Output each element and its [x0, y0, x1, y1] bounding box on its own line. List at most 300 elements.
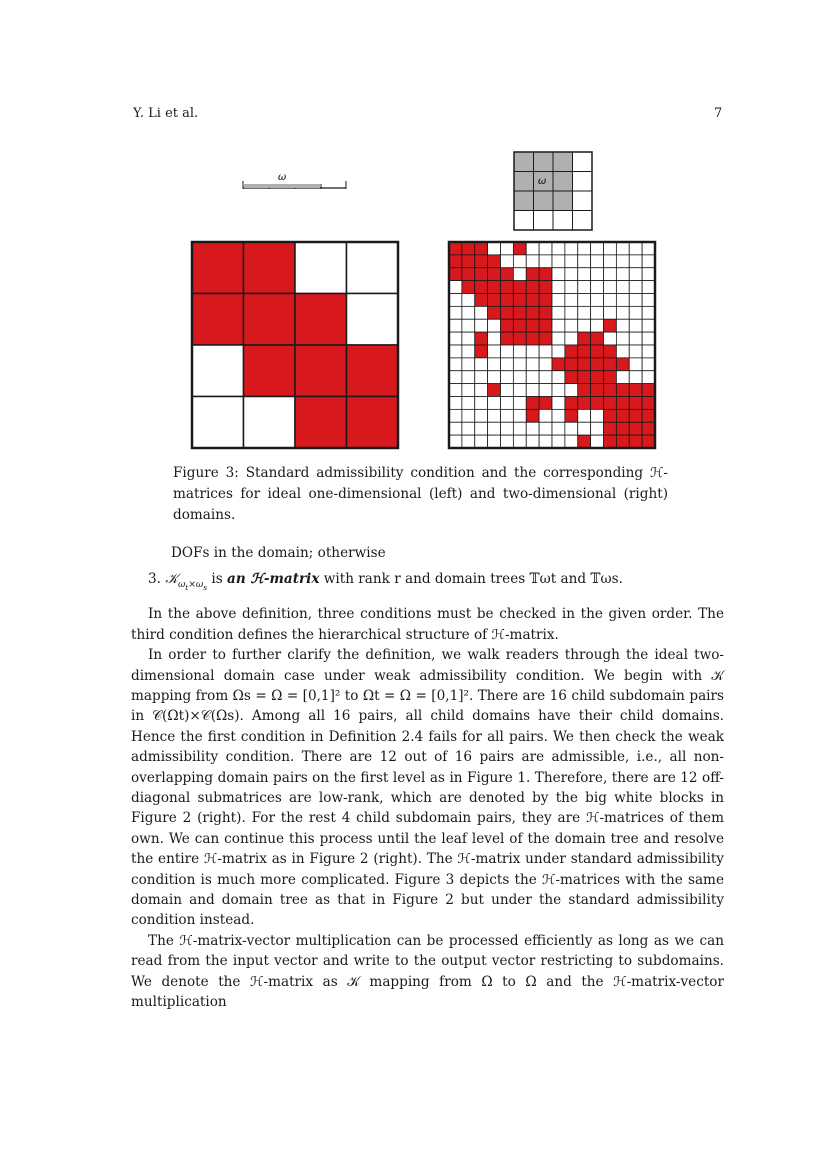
low-rank-block: [591, 319, 604, 332]
low-rank-block: [642, 255, 655, 268]
dense-block: [488, 268, 501, 281]
continuation-line: DOFs in the domain; otherwise: [171, 545, 386, 561]
dense-block: [501, 294, 514, 307]
low-rank-block: [578, 294, 591, 307]
low-rank-block: [629, 358, 642, 371]
dense-block: [604, 358, 617, 371]
low-rank-block: [475, 358, 488, 371]
dense-block: [604, 371, 617, 384]
page-number: 7: [714, 106, 723, 121]
left-h-matrix: [192, 242, 398, 448]
low-rank-block: [192, 397, 244, 449]
low-rank-block: [488, 345, 501, 358]
dense-block: [449, 255, 462, 268]
low-rank-block: [449, 384, 462, 397]
low-rank-block: [462, 409, 475, 422]
dense-block: [244, 345, 296, 397]
low-rank-block: [552, 255, 565, 268]
low-rank-block: [488, 319, 501, 332]
low-rank-block: [565, 255, 578, 268]
dense-block: [513, 306, 526, 319]
low-rank-block: [604, 255, 617, 268]
dense-block: [244, 294, 296, 346]
low-rank-block: [501, 371, 514, 384]
low-rank-block: [552, 397, 565, 410]
low-rank-block: [616, 268, 629, 281]
low-rank-block: [462, 397, 475, 410]
dense-block: [616, 397, 629, 410]
low-rank-block: [539, 255, 552, 268]
dense-block: [514, 191, 534, 211]
low-rank-block: [513, 255, 526, 268]
low-rank-block: [449, 397, 462, 410]
dense-block: [475, 332, 488, 345]
dense-block: [578, 345, 591, 358]
low-rank-block: [501, 242, 514, 255]
low-rank-block: [578, 242, 591, 255]
low-rank-block: [616, 255, 629, 268]
low-rank-block: [526, 371, 539, 384]
low-rank-block: [488, 358, 501, 371]
item-rest: with rank r and domain trees 𝕋ωt and 𝕋ωs.: [319, 571, 623, 588]
dense-block: [553, 172, 573, 192]
dense-block: [565, 358, 578, 371]
low-rank-block: [462, 435, 475, 448]
dense-block: [488, 255, 501, 268]
low-rank-block: [565, 242, 578, 255]
low-rank-block: [565, 332, 578, 345]
dense-block: [565, 397, 578, 410]
low-rank-block: [591, 294, 604, 307]
low-rank-block: [244, 397, 296, 449]
low-rank-block: [501, 409, 514, 422]
dense-block: [642, 384, 655, 397]
low-rank-block: [449, 409, 462, 422]
low-rank-block: [642, 294, 655, 307]
dense-block: [513, 294, 526, 307]
low-rank-block: [565, 422, 578, 435]
low-rank-block: [526, 255, 539, 268]
dense-block: [513, 281, 526, 294]
low-rank-block: [526, 435, 539, 448]
dense-block: [552, 358, 565, 371]
dense-block: [539, 332, 552, 345]
figure-caption: Figure 3: Standard admissibility condition and the corresponding ℋ-matrices for ideal one-dimensional (left) and two-dimensional (right) domains.: [173, 465, 668, 523]
dense-block: [553, 152, 573, 172]
dense-block: [604, 422, 617, 435]
low-rank-block: [539, 422, 552, 435]
dense-block: [462, 268, 475, 281]
low-rank-block: [449, 294, 462, 307]
low-rank-block: [526, 345, 539, 358]
low-rank-block: [501, 435, 514, 448]
low-rank-block: [616, 345, 629, 358]
dense-block: [578, 384, 591, 397]
dense-block: [629, 397, 642, 410]
dense-block: [591, 371, 604, 384]
low-rank-block: [488, 422, 501, 435]
low-rank-block: [616, 281, 629, 294]
dense-block: [591, 397, 604, 410]
dense-block: [475, 281, 488, 294]
low-rank-block: [534, 211, 554, 231]
low-rank-block: [513, 435, 526, 448]
low-rank-block: [513, 422, 526, 435]
low-rank-block: [642, 332, 655, 345]
low-rank-block: [513, 409, 526, 422]
low-rank-block: [552, 384, 565, 397]
low-rank-block: [629, 306, 642, 319]
low-rank-block: [629, 281, 642, 294]
low-rank-block: [526, 358, 539, 371]
dense-block: [565, 409, 578, 422]
low-rank-block: [629, 319, 642, 332]
dense-block: [462, 255, 475, 268]
dense-block: [534, 191, 554, 211]
low-rank-block: [642, 242, 655, 255]
list-item-3: 3. 𝒦$_{\omega_t\times\omega_s}$ is an ℋ-matrix with rank r and domain trees 𝕋ωt and 𝕋ωs.: [148, 571, 623, 592]
low-rank-block: [552, 242, 565, 255]
dense-block: [501, 268, 514, 281]
low-rank-block: [539, 242, 552, 255]
item-emphasis: an ℋ-matrix: [227, 571, 320, 588]
low-rank-block: [462, 384, 475, 397]
low-rank-block: [501, 255, 514, 268]
low-rank-block: [552, 332, 565, 345]
low-rank-block: [553, 211, 573, 231]
dense-block: [347, 397, 399, 449]
low-rank-block: [488, 397, 501, 410]
dense-block: [526, 281, 539, 294]
low-rank-block: [629, 242, 642, 255]
low-rank-block: [501, 422, 514, 435]
dense-block: [591, 384, 604, 397]
low-rank-block: [642, 358, 655, 371]
low-rank-block: [552, 294, 565, 307]
low-rank-block: [462, 422, 475, 435]
low-rank-block: [295, 242, 347, 294]
dense-block: [501, 319, 514, 332]
low-rank-block: [552, 281, 565, 294]
low-rank-block: [552, 268, 565, 281]
low-rank-block: [552, 409, 565, 422]
low-rank-block: [513, 345, 526, 358]
low-rank-block: [539, 384, 552, 397]
dense-block: [578, 371, 591, 384]
dense-block: [604, 345, 617, 358]
low-rank-block: [462, 345, 475, 358]
low-rank-block: [578, 306, 591, 319]
low-rank-block: [552, 435, 565, 448]
low-rank-block: [591, 435, 604, 448]
low-rank-block: [573, 211, 593, 231]
omega-label-2d: ω: [538, 176, 547, 187]
low-rank-block: [578, 281, 591, 294]
low-rank-block: [475, 319, 488, 332]
low-rank-block: [449, 332, 462, 345]
dense-block: [629, 422, 642, 435]
dense-block: [539, 306, 552, 319]
dense-block: [578, 358, 591, 371]
dense-block: [513, 332, 526, 345]
low-rank-block: [565, 268, 578, 281]
low-rank-block: [552, 306, 565, 319]
dense-block: [539, 281, 552, 294]
right-h-matrix: [449, 242, 655, 448]
low-rank-block: [629, 371, 642, 384]
dense-block: [526, 306, 539, 319]
two-dimensional-domain: [514, 152, 592, 230]
low-rank-block: [475, 422, 488, 435]
dense-block: [501, 306, 514, 319]
low-rank-block: [475, 371, 488, 384]
dense-block: [488, 384, 501, 397]
low-rank-block: [513, 371, 526, 384]
low-rank-block: [591, 409, 604, 422]
low-rank-block: [591, 255, 604, 268]
low-rank-block: [642, 371, 655, 384]
low-rank-block: [616, 319, 629, 332]
figure-3: [0, 0, 827, 460]
low-rank-block: [462, 358, 475, 371]
low-rank-block: [514, 211, 534, 231]
omega-segment: [244, 184, 320, 188]
low-rank-block: [513, 268, 526, 281]
dense-block: [616, 358, 629, 371]
dense-block: [565, 345, 578, 358]
low-rank-block: [578, 409, 591, 422]
dense-block: [616, 384, 629, 397]
dense-block: [642, 422, 655, 435]
dense-block: [526, 268, 539, 281]
low-rank-block: [449, 306, 462, 319]
low-rank-block: [565, 435, 578, 448]
low-rank-block: [449, 319, 462, 332]
low-rank-block: [591, 281, 604, 294]
dense-block: [526, 294, 539, 307]
low-rank-block: [526, 242, 539, 255]
low-rank-block: [642, 281, 655, 294]
low-rank-block: [462, 306, 475, 319]
dense-block: [604, 397, 617, 410]
low-rank-block: [501, 358, 514, 371]
low-rank-block: [449, 358, 462, 371]
dense-block: [475, 345, 488, 358]
dense-block: [629, 384, 642, 397]
low-rank-block: [475, 409, 488, 422]
low-rank-block: [629, 268, 642, 281]
low-rank-block: [616, 306, 629, 319]
dense-block: [534, 152, 554, 172]
low-rank-block: [573, 191, 593, 211]
low-rank-block: [552, 422, 565, 435]
dense-block: [475, 268, 488, 281]
low-rank-block: [513, 384, 526, 397]
low-rank-block: [539, 345, 552, 358]
low-rank-block: [642, 319, 655, 332]
low-rank-block: [552, 345, 565, 358]
dense-block: [462, 242, 475, 255]
dense-block: [192, 242, 244, 294]
low-rank-block: [629, 345, 642, 358]
dense-block: [565, 371, 578, 384]
low-rank-block: [462, 371, 475, 384]
low-rank-block: [513, 358, 526, 371]
low-rank-block: [539, 435, 552, 448]
dense-block: [591, 332, 604, 345]
low-rank-block: [616, 332, 629, 345]
low-rank-block: [629, 255, 642, 268]
dense-block: [604, 409, 617, 422]
low-rank-block: [642, 268, 655, 281]
low-rank-block: [501, 345, 514, 358]
dense-block: [501, 332, 514, 345]
low-rank-block: [488, 409, 501, 422]
low-rank-block: [604, 281, 617, 294]
low-rank-block: [513, 397, 526, 410]
low-rank-block: [591, 242, 604, 255]
low-rank-block: [604, 332, 617, 345]
low-rank-block: [552, 319, 565, 332]
low-rank-block: [629, 332, 642, 345]
low-rank-block: [449, 281, 462, 294]
low-rank-block: [488, 371, 501, 384]
paragraph-2: In order to further clarify the definition, we walk readers through the ideal two-dimensional domain case under weak admissibility condition. We begin with 𝒦 mapping from Ωs = Ω = [0,1]² to Ωt = Ω = [0,1]². There are 16 child subdomain pairs in 𝒞(Ωt)×𝒞(Ωs). Among all 16 pairs, all child domains have their child domains. Hence the first condition in Definition 2.4 fails for all pairs. We then check the weak admissibility condition. There are 12 out of 16 pairs are admissible, i.e., all non-overlapping domain pairs on the first level as in Figure 1. Therefore, there are 12 off-diagonal submatrices are low-rank, which are denoted by the big white blocks in Figure 2 (right). For the rest 4 child subdomain pairs, they are ℋ-matrices of them own. We can continue this process until the leaf level of the domain tree and resolve the entire ℋ-matrix as in Figure 2 (right). The ℋ-matrix under standard admissibility condition is much more complicated. Figure 3 depicts the ℋ-matrices with the same domain and domain tree as that in Figure 2 but under the standard admissibility condition instead.: [131, 647, 724, 929]
low-rank-block: [629, 294, 642, 307]
dense-block: [642, 397, 655, 410]
dense-block: [462, 281, 475, 294]
low-rank-block: [573, 172, 593, 192]
dense-block: [513, 319, 526, 332]
low-rank-block: [526, 422, 539, 435]
low-rank-block: [462, 294, 475, 307]
dense-block: [604, 435, 617, 448]
low-rank-block: [462, 319, 475, 332]
low-rank-block: [616, 242, 629, 255]
dense-block: [526, 332, 539, 345]
dense-block: [513, 242, 526, 255]
dense-block: [526, 409, 539, 422]
low-rank-block: [604, 268, 617, 281]
low-rank-block: [488, 435, 501, 448]
dense-block: [244, 242, 296, 294]
dense-block: [629, 435, 642, 448]
dense-block: [539, 294, 552, 307]
dense-block: [526, 319, 539, 332]
low-rank-block: [591, 306, 604, 319]
low-rank-block: [449, 422, 462, 435]
low-rank-block: [591, 268, 604, 281]
low-rank-block: [565, 384, 578, 397]
low-rank-block: [475, 397, 488, 410]
dense-block: [501, 281, 514, 294]
dense-block: [514, 152, 534, 172]
low-rank-block: [578, 268, 591, 281]
dense-block: [604, 319, 617, 332]
low-rank-block: [616, 294, 629, 307]
low-rank-block: [475, 435, 488, 448]
low-rank-block: [488, 242, 501, 255]
low-rank-block: [565, 294, 578, 307]
running-header-authors: Y. Li et al.: [133, 106, 199, 121]
low-rank-block: [573, 152, 593, 172]
paragraph-3: The ℋ-matrix-vector multiplication can be processed efficiently as long as we can read from the input vector and write to the output vector restricting to subdomains. We denote the ℋ-matrix as 𝒦 mapping from Ω to Ω and the ℋ-matrix-vector multiplication: [131, 932, 724, 1011]
low-rank-block: [539, 371, 552, 384]
dense-block: [604, 384, 617, 397]
low-rank-block: [565, 306, 578, 319]
low-rank-block: [192, 345, 244, 397]
low-rank-block: [591, 422, 604, 435]
low-rank-block: [539, 409, 552, 422]
dense-block: [616, 435, 629, 448]
low-rank-block: [604, 294, 617, 307]
dense-block: [526, 397, 539, 410]
k-symbol: 𝒦$_{\omega_t\times\omega_s}$: [165, 571, 208, 592]
low-rank-block: [526, 384, 539, 397]
omega-label-1d: ω: [278, 172, 287, 183]
one-dimensional-domain: [243, 172, 346, 189]
dense-block: [192, 294, 244, 346]
dense-block: [449, 242, 462, 255]
dense-block: [553, 191, 573, 211]
dense-block: [514, 172, 534, 192]
low-rank-block: [449, 435, 462, 448]
dense-block: [539, 268, 552, 281]
low-rank-block: [347, 294, 399, 346]
dense-block: [295, 294, 347, 346]
dense-block: [539, 397, 552, 410]
dense-block: [616, 409, 629, 422]
low-rank-block: [347, 242, 399, 294]
dense-block: [642, 409, 655, 422]
dense-block: [642, 435, 655, 448]
low-rank-block: [604, 306, 617, 319]
dense-block: [475, 242, 488, 255]
dense-block: [295, 397, 347, 449]
dense-block: [578, 435, 591, 448]
dense-block: [616, 422, 629, 435]
low-rank-block: [501, 397, 514, 410]
paragraph-1: In the above definition, three conditions must be checked in the given order. The third condition defines the hierarchical structure of ℋ-matrix.: [131, 606, 724, 643]
low-rank-block: [565, 319, 578, 332]
low-rank-block: [488, 332, 501, 345]
low-rank-block: [475, 306, 488, 319]
low-rank-block: [616, 371, 629, 384]
dense-block: [578, 332, 591, 345]
dense-block: [488, 281, 501, 294]
low-rank-block: [642, 345, 655, 358]
low-rank-block: [578, 255, 591, 268]
dense-block: [488, 294, 501, 307]
dense-block: [475, 294, 488, 307]
dense-block: [629, 409, 642, 422]
low-rank-block: [539, 358, 552, 371]
low-rank-block: [475, 384, 488, 397]
dense-block: [449, 268, 462, 281]
low-rank-block: [604, 242, 617, 255]
low-rank-block: [501, 384, 514, 397]
dense-block: [591, 345, 604, 358]
dense-block: [488, 306, 501, 319]
low-rank-block: [565, 281, 578, 294]
dense-block: [295, 345, 347, 397]
dense-block: [591, 358, 604, 371]
low-rank-block: [578, 422, 591, 435]
low-rank-block: [642, 306, 655, 319]
dense-block: [347, 345, 399, 397]
dense-block: [539, 319, 552, 332]
body-text: [131, 543, 724, 1012]
